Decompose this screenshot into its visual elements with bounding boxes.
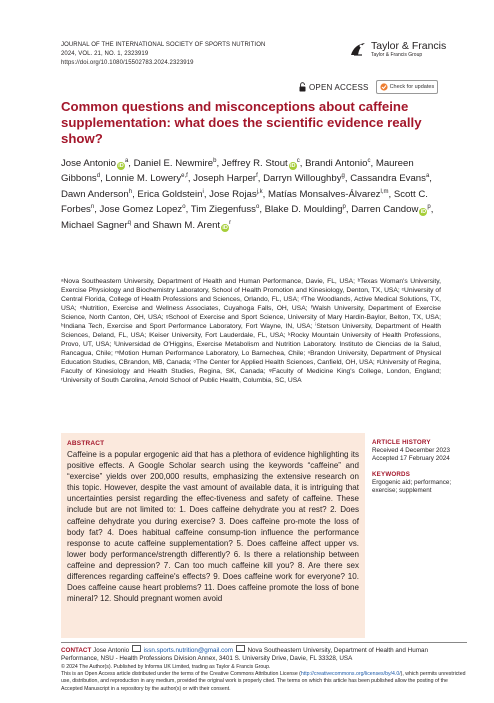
author-affiliation-marker: h: [128, 188, 133, 195]
author-name: Tim Ziegenfuss: [190, 204, 256, 216]
author-name: Jose Gomez Lopez: [99, 204, 183, 216]
author-affiliation-marker: q: [127, 219, 132, 226]
author-name: Joseph Harper: [193, 173, 257, 185]
check-updates-button[interactable]: [376, 80, 439, 94]
abstract-text: Caffeine is a popular ergogenic aid that has a plethora of evidence highlighting its positive effects. A Google Scholar search using the keywords “caffeine” and “exercise” yields over 200,000 results, emphasizing the extensive research on this topic. However, despite the vast amount of available data, it is intriguing that uncertainties persist regarding the effec-tiveness and safety of caffeine. These include but are not limited to: 1. Does caffeine dehydrate you at rest? 2. Does caffeine dehydrate you during exercise? 3. Does caffeine pro-mote the loss of body fat? 4. Does habitual caffeine consump-tion influence the performance response to acute caffeine supplementation? 5. Does caffeine affect upper vs. lower body performance/strength differently? 6. Is there a relationship between caffeine and depression? 7. Can too much caffeine kill you? 8. Are there sex differences regarding caffeine's effects? 9. Does caffeine work for everyone? 10. Does caffeine cause heart problems? 11. Does caffeine promote the loss of bone mineral? 12. Should pregnant women avoid: [67, 450, 359, 604]
author-name: Matías Monsalves-Álvarez: [267, 188, 381, 200]
author-name: Dawn Anderson: [61, 188, 129, 200]
author-name: Darryn Willoughby: [263, 173, 342, 185]
article-title: Common questions and misconceptions about caffeine supplementation: what does the scientific evidence really show?: [61, 99, 422, 146]
author-affiliation-marker: i: [202, 188, 204, 195]
abstract-heading: ABSTRACT: [67, 440, 105, 447]
author-affiliation-marker: p: [427, 204, 431, 211]
publisher-group: Taylor & Francis Group: [371, 51, 423, 58]
author-name: Darren Candow: [351, 204, 419, 216]
keywords-text: Ergogenic aid; performance; exercise; supplement: [372, 479, 452, 495]
author-affiliation-marker: l,m: [380, 188, 389, 195]
author-affiliation-marker: n: [90, 204, 95, 211]
article-history-heading: ARTICLE HISTORY: [372, 439, 431, 446]
journal-doi[interactable]: https://doi.org/10.1080/15502783.2024.2323919: [61, 60, 194, 66]
publisher-logo[interactable]: [349, 40, 446, 58]
author-name: Jose Antonio: [61, 158, 116, 170]
keywords-heading: KEYWORDS: [372, 471, 411, 478]
contact-name: Jose Antonio: [93, 647, 130, 654]
journal-issue: 2024, VOL. 21, NO. 1, 2323919: [61, 51, 149, 57]
author-affiliation-marker: b: [213, 158, 217, 164]
check-updates-label: Check for updates: [389, 84, 435, 90]
access-row: [299, 80, 438, 94]
author-name: Michael Sagner: [61, 219, 128, 231]
author-name: Maureen Gibbons: [61, 158, 414, 185]
author-name: Daniel E. Newmire: [133, 158, 214, 170]
article-history: [372, 439, 467, 464]
journal-name: JOURNAL OF THE INTERNATIONAL SOCIETY OF SPORTS NUTRITION: [61, 42, 266, 48]
received-date: Received 4 December 2023: [372, 447, 451, 454]
author-affiliation-marker: j,k: [256, 188, 263, 195]
affiliations: ᵃNova Southeastern University, Department of Health and Human Performance, Davie, FL, USA; ᵇTexas Woman's University, Exercise Physiology and Biochemistry Laboratory, School of Health Promotion and Kinesiology, Denton, TX, USA; ᶜUniversity of Central Florida, College of Health Professions and Sciences, Orlando, FL, USA; ᵈThe Woodlands, Active Medical Solutions, TX, USA; ᵉNutrition, Exercise and Wellness Associates, Cuyahoga Falls, OH, USA; ᶠWalsh University, Department of Exercise Science, North Canton, OH, USA; ᵍSchool of Exercise and Sport Science, University of Mary Hardin-Baylor, Belton, TX, USA; ʰIndiana Tech, Exercise and Sport Performance Laboratory, Fort Wayne, IN, USA; ⁱStetson University, Department of Health Sciences, Deland, FL, USA; ʲKeiser University, Fort Lauderdale, FL, USA; ᵏRocky Mountain University of Health Professions, Provo, UT, USA; ˡUniversidad de O'Higgins, Exercise Metabolism and Nutrition Laboratory. Instituto de Ciencias de la Salud, Rancagua, Chile; ᵐMotion Human Performance Laboratory, Lo Barnechea, Chile; ⁿBrandon University, Department of Physical Education Studies, CBrandon, MB, Canada; ᵒThe Center for Applied Health Sciences, Canfield, OH, USA; ᵖUniversity of Regina, Faculty of Kinesiology and Health Studies, Regina, SK, Canada; ᵠFaculty of Medicine King's College, London, England; ʳUniversity of South Carolina, Arnold School of Public Health, Columbia, SC, USA: [61, 278, 441, 384]
open-access-label: OPEN ACCESS: [309, 82, 369, 92]
author-name: Scott C. Forbes: [61, 188, 428, 216]
author-name: Erica Goldstein: [137, 188, 203, 200]
footer-divider: [61, 642, 467, 643]
license-link[interactable]: http://creativecommons.org/licenses/by/4.0/: [300, 671, 401, 678]
author-name: Brandi Antonio: [305, 158, 368, 170]
journal-meta: [61, 41, 265, 68]
contact-label: CONTACT: [61, 647, 92, 654]
author-name: Jose Rojas: [209, 188, 257, 200]
orcid-icon[interactable]: iD: [289, 163, 296, 170]
abstract-box: [61, 433, 365, 638]
author-affiliation-marker: o: [182, 204, 186, 211]
author-name: Lonnie M. Lowery: [105, 173, 182, 185]
author-affiliation-marker: f: [256, 173, 258, 180]
author-name: Blake D. Moulding: [264, 204, 343, 216]
author-affiliation-marker: d: [96, 173, 101, 180]
contact-address: Nova Southeastern University, Department of Health and Human Performance, NSU - Health Professions Division Annex, 3401 S. University Drive, Davie, FL 33328, USA: [61, 647, 428, 663]
author-affiliation-marker: p: [342, 204, 346, 211]
author-affiliation-marker: c: [296, 158, 300, 164]
copyright-notice: [61, 664, 467, 693]
accepted-date: Accepted 17 February 2024: [372, 455, 450, 463]
taylor-francis-logo-icon: [349, 40, 367, 58]
author-name: Cassandra Evans: [350, 173, 426, 185]
open-access-lock-icon: [299, 82, 306, 92]
license-text-post: ), which permits unrestricted use, distribution, and reproduction in any medium, provided the original work is properly cited. The terms on which this article has been published allow the posting of the Accepted Manuscript in a repository by the author(s) or with their consent.: [61, 671, 466, 692]
license-text-pre: This is an Open Access article distributed under the terms of the Creative Commons Attribution License (: [61, 671, 301, 678]
mail-icon: [132, 645, 141, 652]
author-name: Shawn M. Arent: [152, 219, 221, 231]
author-affiliation-marker: g: [341, 173, 345, 180]
author-affiliation-marker: r: [229, 219, 232, 226]
contact-info: [61, 645, 467, 664]
orcid-icon[interactable]: iD: [420, 209, 427, 216]
contact-email[interactable]: issn.sports.nutrition@gmail.com: [143, 647, 233, 654]
author-affiliation-marker: e,f: [181, 173, 188, 180]
author-affiliation-marker: c: [367, 158, 371, 164]
author-affiliation-marker: a: [124, 158, 129, 164]
keywords: [372, 471, 467, 496]
publisher-name: Taylor & Francis: [371, 39, 447, 52]
author-list: Jose Antonio $iD^a$, Daniel E. Newmire$^b$, Jeffrey R. Stout $iD^c$, Brandi Antonio$^c$, Maureen Gibbons$^d$, Lonnie M. Lowery$^{e,f}$, Joseph Harper$^f$, Darryn Willoughby$^g$, Cassandra Evans$^a$, Dawn Anderson$^h$, Erica Goldstein$^i$, Jose Rojas$^{j,k}$, Matías Monsalves-Álvarez$^{l,m}$, Scott C. Forbes$^n$, Jose Gomez Lopez$^o$, Tim Ziegenfuss$^o$, Blake D. Moulding$^p$, Darren Candow $iD^p$, Michael Sagner$^q$ and Shawn M. Arent $iD^r$: [61, 158, 434, 231]
orcid-icon[interactable]: iD: [118, 163, 124, 170]
author-affiliation-marker: o: [255, 204, 260, 211]
mail-icon: [236, 645, 245, 652]
author-affiliation-marker: a: [425, 173, 430, 180]
copyright-line: © 2024 The Author(s). Published by Informa UK Limited, trading as Taylor & Francis Group.: [61, 664, 271, 670]
check-updates-icon: [380, 83, 388, 91]
author-name: Jeffrey R. Stout: [221, 158, 288, 170]
orcid-icon[interactable]: iD: [222, 224, 228, 231]
